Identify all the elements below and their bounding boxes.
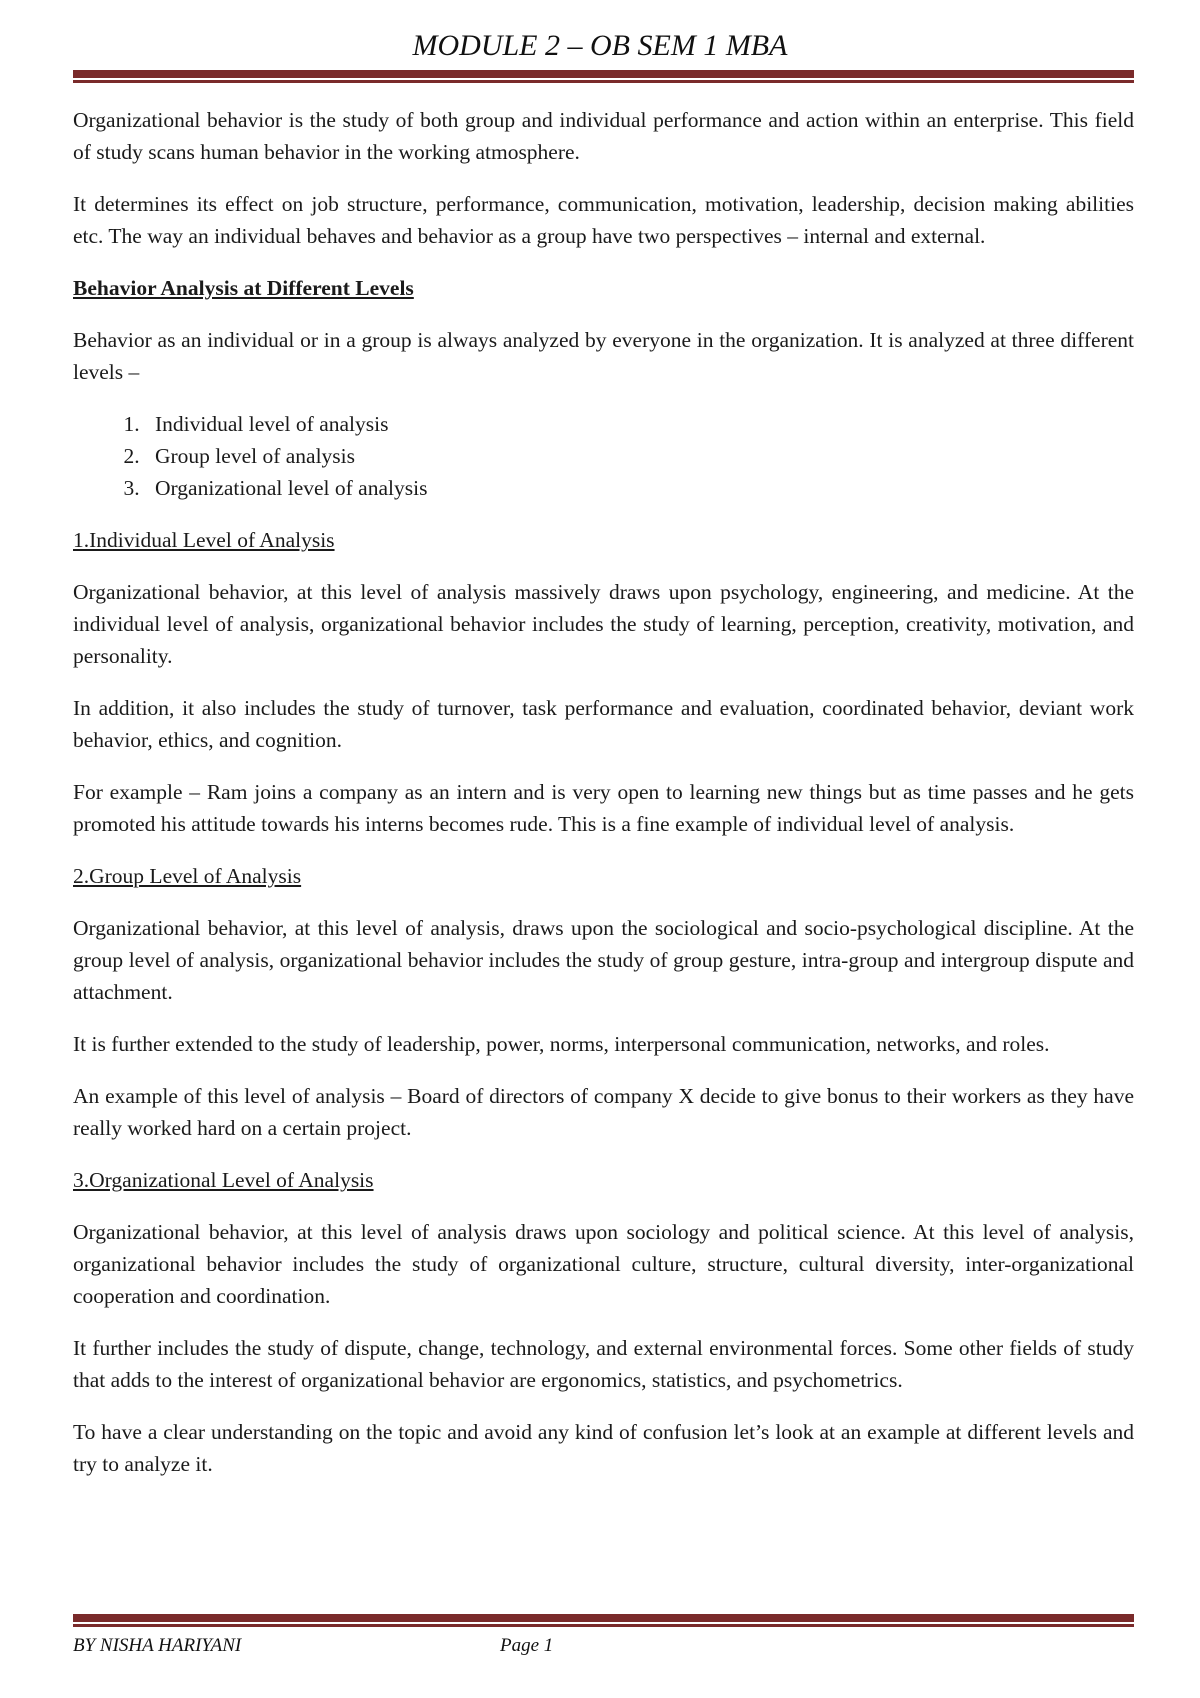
group-paragraph-1: Organizational behavior, at this level of analysis, draws upon the sociological and socio-psychological discipline. At the group level of analysis, organizational behavior includes the study of group gesture, intra-group and intergroup dispute and attachment.	[73, 916, 1134, 1004]
individual-paragraph-2: In addition, it also includes the study of turnover, task performance and evaluation, coordinated behavior, deviant work behavior, ethics, and cognition.	[73, 696, 1134, 752]
group-paragraph-2: It is further extended to the study of leadership, power, norms, interpersonal communication, networks, and roles.	[73, 1032, 1050, 1056]
list-item: 2. Group level of analysis	[145, 440, 1134, 472]
organizational-paragraph-2: It further includes the study of dispute, change, technology, and external environmental forces. Some other fields of study that adds to the interest of organizational behavior are ergonomics, statistics, and psychometrics.	[73, 1336, 1134, 1392]
intro-paragraph-1: Organizational behavior is the study of both group and individual performance and action within an enterprise. This field of study scans human behavior in the working atmosphere.	[73, 108, 1134, 164]
section-heading-analysis: Behavior Analysis at Different Levels	[73, 276, 414, 300]
page-header-title: MODULE 2 – OB SEM 1 MBA	[412, 29, 788, 62]
document-body	[73, 104, 1134, 1500]
levels-list	[73, 408, 1134, 504]
header-divider	[73, 70, 1134, 80]
group-paragraph-3: An example of this level of analysis – Board of directors of company X decide to give bonus to their workers as they have really worked hard on a certain project.	[73, 1084, 1134, 1140]
intro-paragraph-2: It determines its effect on job structure, performance, communication, motivation, leadership, decision making abilities etc. The way an individual behaves and behavior as a group have two perspectives – internal and external.	[73, 192, 1134, 248]
subheading-individual: 1.Individual Level of Analysis	[73, 528, 335, 552]
footer-page-number: Page 1	[500, 1635, 554, 1656]
subheading-organizational: 3.Organizational Level of Analysis	[73, 1168, 374, 1192]
individual-paragraph-3: For example – Ram joins a company as an intern and is very open to learning new things but as time passes and he gets promoted his attitude towards his interns becomes rude. This is a fine example of individual level of analysis.	[73, 780, 1134, 836]
list-item: 1. Individual level of analysis	[145, 408, 1134, 440]
footer-author: BY NISHA HARIYANI	[73, 1635, 242, 1656]
organizational-paragraph-1: Organizational behavior, at this level of analysis draws upon sociology and political science. At this level of analysis, organizational behavior includes the study of organizational culture, structure, cultural diversity, inter-organizational cooperation and coordination.	[73, 1220, 1134, 1308]
footer-divider	[73, 1614, 1134, 1624]
analysis-paragraph: Behavior as an individual or in a group is always analyzed by everyone in the organization. It is analyzed at three different levels –	[73, 328, 1134, 384]
individual-paragraph-1: Organizational behavior, at this level of analysis massively draws upon psychology, engineering, and medicine. At the individual level of analysis, organizational behavior includes the study of learning, perception, creativity, motivation, and personality.	[73, 580, 1134, 668]
organizational-paragraph-3: To have a clear understanding on the topic and avoid any kind of confusion let’s look at an example at different levels and try to analyze it.	[73, 1420, 1134, 1476]
subheading-group: 2.Group Level of Analysis	[73, 864, 302, 888]
list-item: 3. Organizational level of analysis	[145, 472, 1134, 504]
